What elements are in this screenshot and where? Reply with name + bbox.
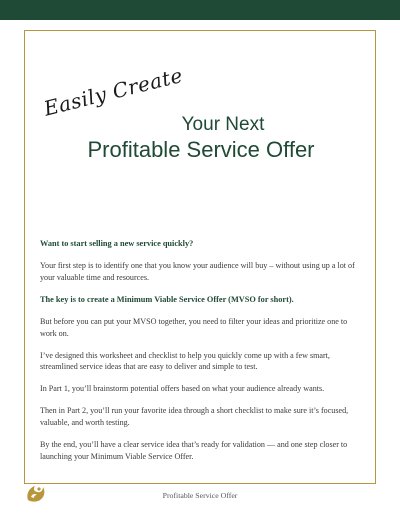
paragraph: By the end, you’ll have a clear service idea that’s ready for validation — and one step closer to launching your Minimum Viable Service Offer. <box>40 440 348 461</box>
paragraph: Want to start selling a new service quickly? <box>40 239 194 248</box>
paragraph: In Part 1, you’ll brainstorm potential offers based on what your audience already wants. <box>40 384 325 394</box>
paragraph: Your first step is to identify one that you know your audience will buy – without using up a lot of your valuable time and resources. <box>40 260 355 282</box>
top-color-band <box>0 0 400 20</box>
paragraph: But before you can put your MVSO together, you need to filter your ideas and prioritize one to work on. <box>40 316 348 338</box>
title-line-1: Your Next <box>181 114 265 135</box>
body-content <box>40 238 364 473</box>
footer-text: Profitable Service Offer <box>162 491 238 500</box>
script-heading: Easily Create <box>41 62 186 121</box>
paragraph: I’ve designed this worksheet and checklist to help you quickly come up with a few smart, streamlined service ideas that are easy to deliver and simple to test. <box>40 350 330 372</box>
paragraph: The key is to create a Minimum Viable Service Offer (MVSO for short). <box>40 294 294 304</box>
paragraph: Then in Part 2, you’ll run your favorite idea through a short checklist to make sure it’s focused, valuable, and worth testing. <box>40 406 349 428</box>
title-line-2: Profitable Service Offer <box>87 137 315 162</box>
